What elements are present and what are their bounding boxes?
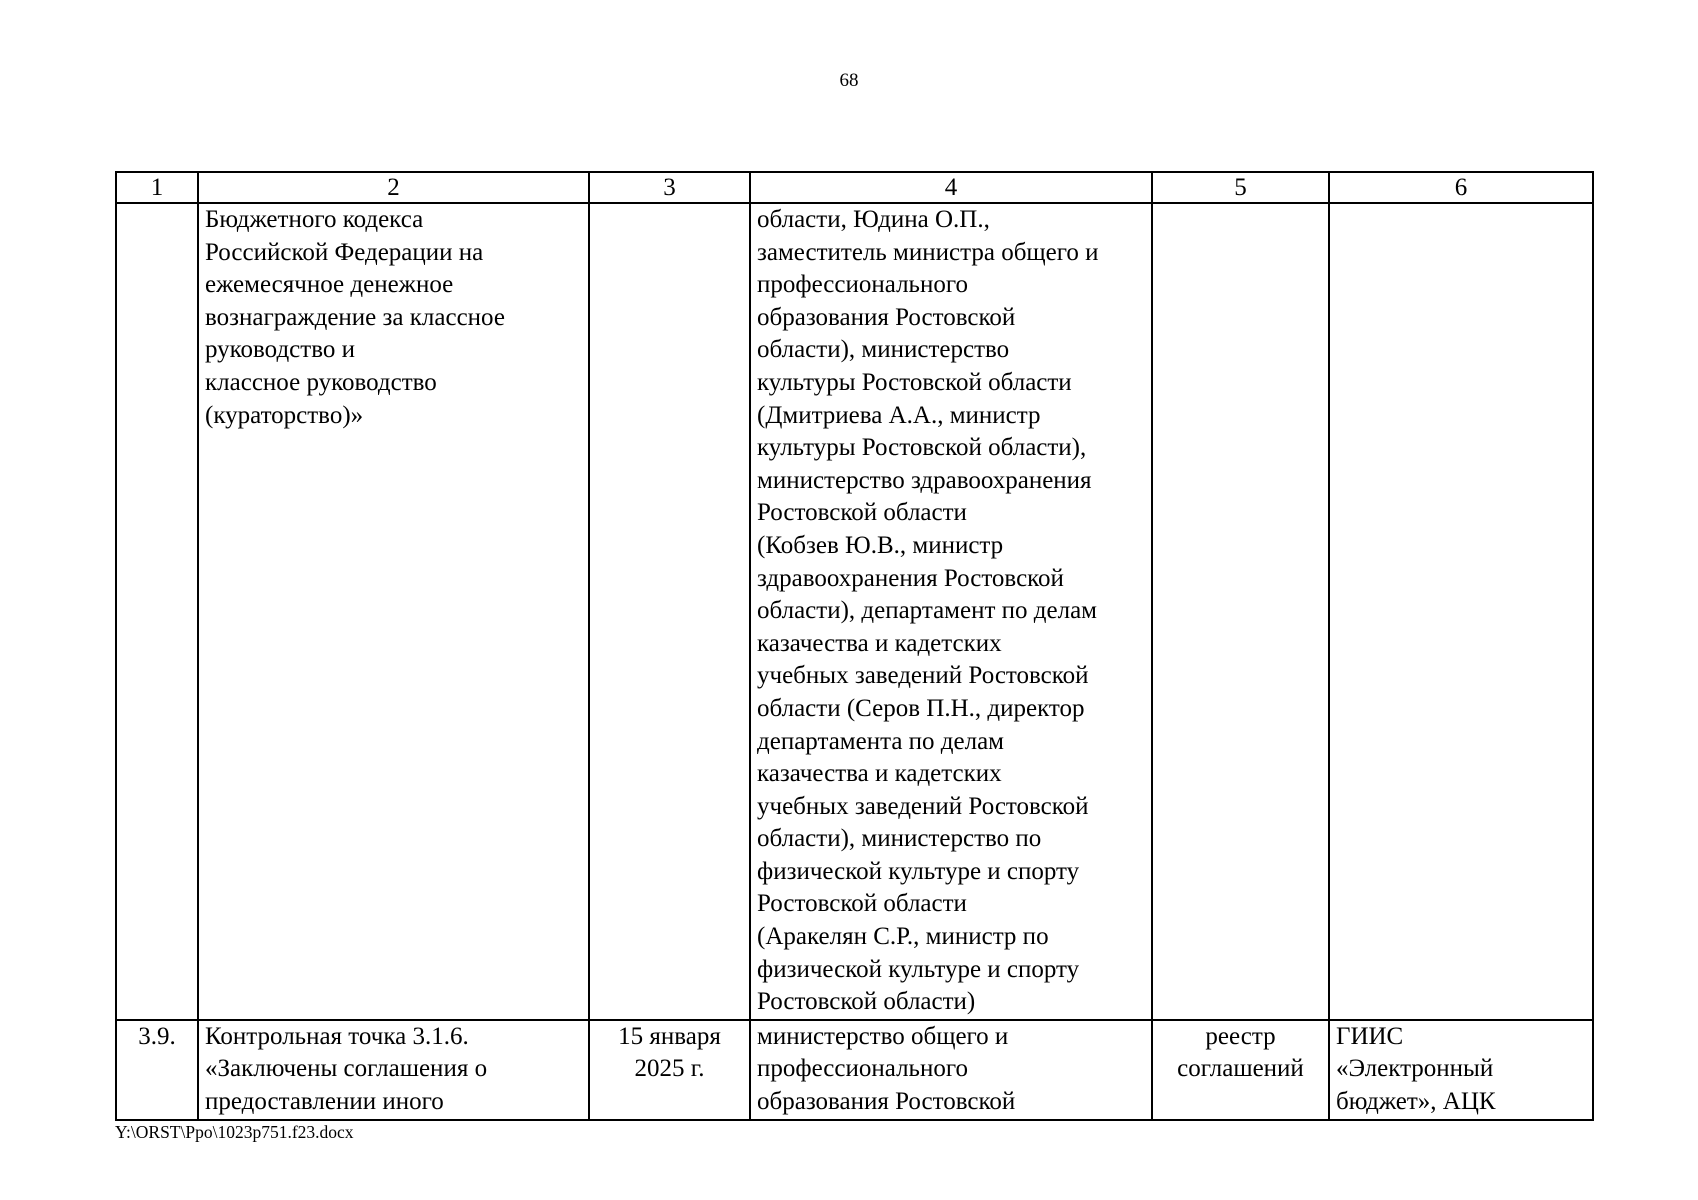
column-header-2: 2 [198, 172, 589, 203]
column-header-1: 1 [116, 172, 198, 203]
deadline-cell: 15 января 2025 г. [589, 1020, 750, 1120]
column-header-6: 6 [1329, 172, 1593, 203]
table-row [116, 1020, 1593, 1120]
responsible-cell: министерство общего и профессионального образования Ростовской [750, 1020, 1152, 1120]
event-name-cell: Бюджетного кодекса Российской Федерации на ежемесячное денежное вознаграждение за классное руководство и классное руководство (кураторство)» [198, 203, 589, 1020]
table-header-row [116, 172, 1593, 203]
deadline-cell [589, 203, 750, 1020]
plan-table [115, 171, 1594, 1121]
column-header-4: 4 [750, 172, 1152, 203]
page-number: 68 [839, 70, 859, 91]
row-number-cell [116, 203, 198, 1020]
file-path-footer: Y:\ORST\Ppo\1023p751.f23.docx [115, 1122, 354, 1142]
table-row [116, 203, 1593, 1020]
information-system-cell: ГИИС «Электронный бюджет», АЦК [1329, 1020, 1593, 1120]
document-type-cell [1152, 203, 1329, 1020]
column-header-5: 5 [1152, 172, 1329, 203]
information-system-cell [1329, 203, 1593, 1020]
row-number-cell: 3.9. [116, 1020, 198, 1120]
document-type-cell: реестр соглашений [1152, 1020, 1329, 1120]
column-header-3: 3 [589, 172, 750, 203]
responsible-cell: области, Юдина О.П., заместитель министра общего и профессионального образования Ростовской области), министерство культуры Ростовской области (Дмитриева А.А., министр культуры Ростовской области), министерство здравоохранения Ростовской области (Кобзев Ю.В., министр здравоохранения Ростовской области), департамент по делам казачества и кадетских учебных заведений Ростовской области (Серов П.Н., директор департамента по делам казачества и кадетских учебных заведений Ростовской области), министерство по физической культуре и спорту Ростовской области (Аракелян С.Р., министр по физической культуре и спорту Ростовской области) [750, 203, 1152, 1020]
event-name-cell: Контрольная точка 3.1.6. «Заключены соглашения о предоставлении иного [198, 1020, 589, 1120]
